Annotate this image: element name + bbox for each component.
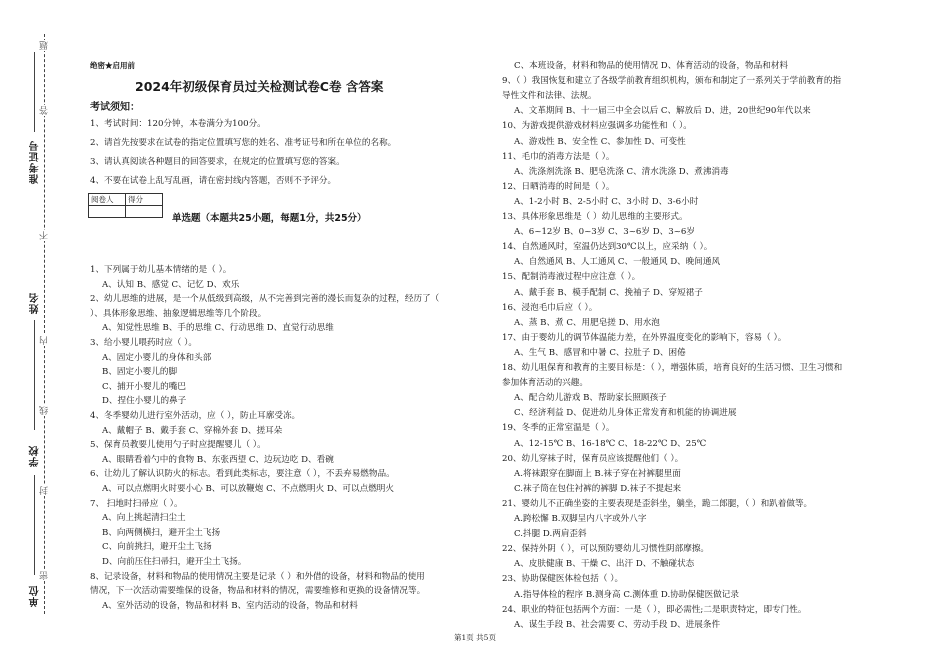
question-line: A、认知 B、感觉 C、记忆 D、欢乐 xyxy=(102,279,240,290)
seal-mark: 封 xyxy=(40,486,50,495)
question-line: A、知觉性思维 B、手的思维 C、行动思维 D、直觉行动思维 xyxy=(102,323,334,334)
question-line: 20、幼儿穿袜子时，保育员应该提醒他们（ ）。 xyxy=(502,453,684,464)
question-line: A、眼睛看着勺中的食物 B、东张西望 C、边玩边吃 D、看碗 xyxy=(102,454,334,465)
question-line: 6、让幼儿了解认识防火的标志。看到此类标志，要注意（ ），不丢弃易燃物品。 xyxy=(90,469,395,480)
seal-mark: 答 xyxy=(40,106,50,115)
notice-heading: 考试须知： xyxy=(90,102,140,113)
question-line: ）、具体形象思维、抽象逻辑思维等几个阶段。 xyxy=(90,308,267,319)
secret-mark: 绝密★启用前 xyxy=(90,61,135,70)
question-line: A、皮肤健康 B、干燥 C、出汗 D、不触碰状态 xyxy=(514,559,695,570)
notice-item: 2、请首先按要求在试卷的指定位置填写您的姓名、准考证号和所在单位的名称。 xyxy=(90,138,397,148)
question-line: 4、冬季婴幼儿进行室外活动，应（ ），防止耳廓受冻。 xyxy=(90,411,301,421)
question-line: A、洗涤剂洗涤 B、肥皂洗涤 C、清水洗涤 D、煮沸消毒 xyxy=(514,166,729,177)
question-line: 参加体育活动的兴趣。 xyxy=(502,378,588,389)
question-line: 16、浸泡毛巾后应（ ）。 xyxy=(502,302,598,313)
question-line: B、向两侧横扫，避开尘土飞扬 xyxy=(102,527,221,538)
question-line: C、向前挑扫，避开尘土飞扬 xyxy=(102,542,212,553)
notice-item: 3、请认真阅读各种题目的回答要求，在规定的位置填写您的答案。 xyxy=(90,157,345,167)
question-line: 8、记录设备，材料和物品的使用情况主要是记录（ ）和外借的设备，材料和物品的使用 xyxy=(90,571,425,582)
question-line: A、戴帽子 B、戴手套 C、穿棉外套 D、搓耳朵 xyxy=(102,425,283,436)
section-heading: 单选题（本题共25小题，每题1分，共25分） xyxy=(172,213,367,224)
ticket-number-label: 准考证号 xyxy=(30,140,41,184)
question-line: B、固定小婴儿的脚 xyxy=(102,367,178,378)
ticket-number-field[interactable] xyxy=(34,52,36,132)
question-line: C、本班设备，材料和物品的使用情况 D、体育活动的设备，物品和材料 xyxy=(514,61,789,71)
question-line: 情况，下一次活动需要维保的设备，物品和材料的情况，需要维修和更换的设备情况等。 xyxy=(90,586,426,597)
question-line: C、经济利益 D、促进幼儿身体正常发育和机能的协调进展 xyxy=(514,408,737,419)
question-line: 导性文件和法律、法规。 xyxy=(502,91,597,102)
question-line: 22、保持外阴（ ），可以预防婴幼儿习惯性阴部摩擦。 xyxy=(502,544,710,555)
question-line: 23、协助保健医体检包括（ ）。 xyxy=(502,574,624,585)
question-line: 24、职业的特征包括两个方面：一是（ ），即必需性;二是职责特定，即专门性。 xyxy=(502,604,807,615)
question-line: 13、具体形象思维是（ ）幼儿思维的主要形式。 xyxy=(502,212,688,222)
grader-header: 阅卷人 xyxy=(89,194,126,206)
question-line: A、戴手套 B、模手配制 C、挽袖子 D、穿短裙子 xyxy=(514,287,703,298)
question-line: A.跨松懈 B.双脚呈内八字或外八字 xyxy=(514,514,647,524)
seal-mark: 不 xyxy=(40,231,50,240)
question-line: A、6~12岁 B、0~3岁 C、3~6岁 D、3~6岁 xyxy=(514,227,695,238)
question-line: 14、自然通风时，室温仍达到30℃以上，应采纳（ ）。 xyxy=(502,242,713,253)
question-line: A.指导体检的程序 B.测身高 C.测体重 D.协助保健医做记录 xyxy=(514,589,739,600)
score-cell[interactable] xyxy=(126,206,163,218)
page-number: 第1页 共5页 xyxy=(454,633,496,642)
question-line: A、配合幼儿游戏 B、帮助家长照顾孩子 xyxy=(514,393,667,404)
question-line: 11、毛巾的消毒方法是（ ）。 xyxy=(502,151,615,162)
school-label: 学校 xyxy=(30,445,41,467)
notice-item: 1、考试时间：120分钟，本卷满分为100分。 xyxy=(90,119,266,129)
question-line: A、向上挑起清扫尘土 xyxy=(102,513,186,524)
question-line: A、文革期间 B、十一届三中全会以后 C、解放后 D、进，20世纪90年代以来 xyxy=(514,106,811,117)
grader-cell[interactable] xyxy=(89,206,126,218)
question-line: 17、由于婴幼儿的调节体温能力差，在外界温度变化的影响下，容易（ ）。 xyxy=(502,332,787,343)
question-line: A、谋生手段 B、社会需要 C、劳动手段 D、进展条件 xyxy=(514,619,721,630)
question-line: A、12-15℃ B、16-18℃ C、18-22℃ D、25℃ xyxy=(514,438,707,449)
question-line: C.抖腿 D.两肩歪斜 xyxy=(514,529,587,540)
question-line: 1、下列属于幼儿基本情绪的是（ ）。 xyxy=(90,265,232,275)
question-line: A、自然通风 B、人工通风 C、一般通风 D、晚间通风 xyxy=(514,257,721,268)
question-line: 9、（ ）我国恢复和建立了各级学前教育组织机构，颁布和制定了一系列关于学前教育的指 xyxy=(502,76,842,87)
question-line: 5、保育员教要儿使用勺子时应提醒婴儿（ ）。 xyxy=(90,440,266,451)
question-line: 10、为游戏提供游戏材料应强调多功能性和（ ）。 xyxy=(502,121,692,132)
score-table xyxy=(88,193,163,218)
question-line: 2、幼儿思维的进展，是一个从低级到高级，从不完善到完善的漫长而复杂的过程，经历了（ xyxy=(90,294,440,305)
score-header: 得分 xyxy=(126,194,163,206)
seal-mark: 内 xyxy=(40,336,50,345)
binding-margin xyxy=(0,0,60,671)
question-line: 19、冬季的正常室温是（ ）。 xyxy=(502,423,615,434)
name-label: 姓名 xyxy=(30,292,41,314)
seal-mark: 题 xyxy=(40,41,50,50)
question-line: A、蒸 B、煮 C、用肥皂搓 D、用水泡 xyxy=(514,317,660,328)
question-line: 21、婴幼儿不正确坐姿的主要表现是歪斜坐，躺坐，跪二郎腿，（ ）和趴着做等。 xyxy=(502,498,813,509)
question-line: 15、配制消毒液过程中应注意（ ）。 xyxy=(502,272,641,283)
question-line: A、可以点燃明火时要小心 B、可以放鞭炮 C、不点燃明火 D、可以点燃明火 xyxy=(102,484,394,494)
name-field[interactable] xyxy=(34,320,36,430)
notice-item: 4、不要在试卷上乱写乱画，请在密封线内答题，否则不予评分。 xyxy=(90,176,337,186)
seal-mark: 线 xyxy=(40,406,50,415)
question-line: D、捏住小婴儿的鼻子 xyxy=(102,396,187,407)
question-line: 12、日晒消毒的时间是（ ）。 xyxy=(502,181,615,192)
question-line: 3、给小婴儿喂药时应（ ）。 xyxy=(90,338,198,348)
question-line: A、游戏性 B、安全性 C、参加性 D、可变性 xyxy=(514,136,686,147)
question-line: A、1-2小时 B、2-5小时 C、3小时 D、3-6小时 xyxy=(514,196,699,207)
seal-line xyxy=(44,34,45,614)
question-line: D、向前压住扫帚扫，避开尘土飞扬。 xyxy=(102,557,247,567)
question-line: 7、 扫地时扫帚应（ ）。 xyxy=(90,498,183,509)
unit-label: 单位 xyxy=(30,585,41,607)
seal-mark: 密 xyxy=(40,571,50,580)
question-line: A.将袜跟穿在脚面上 B.袜子穿在衬裤腿里面 xyxy=(514,468,681,479)
page-title: 2024年初级保育员过关检测试卷C卷 含答案 xyxy=(135,79,384,94)
question-line: C、捕开小婴儿的嘴巴 xyxy=(102,381,186,392)
question-line: C.袜子筒在包住衬裤的裤脚 D.袜子不提起来 xyxy=(514,483,682,494)
question-line: 18、幼儿咀保育和教育的主要目标是：（ ），增强体质，培育良好的生活习惯、卫生习惯和 xyxy=(502,363,843,373)
question-line: A、生气 B、感冒和中暑 C、拉肚子 D、困倦 xyxy=(514,347,686,358)
question-line: A、室外活动的设备，物品和材料 B、室内活动的设备，物品和材料 xyxy=(102,600,358,611)
question-line: A、固定小婴儿的身体和头部 xyxy=(102,352,212,363)
school-field[interactable] xyxy=(34,475,36,575)
